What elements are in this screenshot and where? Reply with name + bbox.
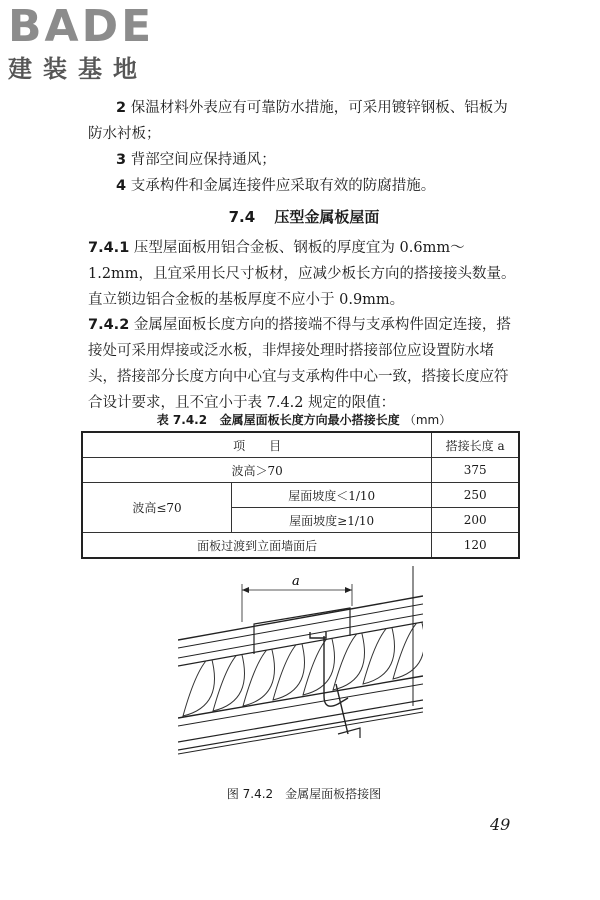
row-value: 375 — [432, 458, 519, 483]
clause-text: 金属屋面板长度方向的搭接端不得与支承构件固定连接，搭接处可采用焊接或泛水板，非焊接处理时搭接部位应设置防水堵头，搭接部分长度方向中心宜与支承构件中心一致，搭接长度应符合设计要求，且不宜小于表 7.4.2 规定的限值： — [88, 317, 511, 411]
list-item — [88, 173, 520, 199]
item-text: 支承构件和金属连接件应采取有效的防腐措施。 — [130, 178, 436, 194]
row-label: 面板过渡到立面墙面后 — [82, 533, 432, 559]
header-item: 项 目 — [82, 432, 432, 458]
clause-7-4-2 — [88, 312, 520, 416]
list-item — [88, 95, 520, 147]
list-item — [88, 147, 520, 173]
row-label: 波高＞70 — [82, 458, 432, 483]
dimension-arrow — [345, 587, 352, 593]
roof-panel-overlap-figure — [178, 566, 423, 776]
upper-panel-line — [178, 614, 423, 658]
row-value: 200 — [432, 508, 519, 533]
overlap-length-table — [81, 431, 520, 559]
figure-caption: 图 7.4.2 金属屋面板搭接图 — [226, 787, 382, 801]
dimension-label: a — [292, 574, 300, 589]
insulation-layer — [183, 619, 423, 716]
table-row — [82, 458, 519, 483]
lower-panel-line — [178, 712, 423, 754]
dimension-arrow — [242, 587, 249, 593]
table-row — [82, 483, 519, 508]
section-title: 压型金属板屋面 — [274, 208, 380, 226]
upper-panel-line — [178, 604, 423, 648]
table-row — [82, 533, 519, 559]
row-sub-label: 屋面坡度＜1/10 — [232, 483, 432, 508]
clause-text: 压型屋面板用铝合金板、钢板的厚度宜为 0.6mm～1.2mm，且宜采用长尺寸板材，应减少板长方向的搭接接头数量。直立锁边铝合金板的基板厚度不应小于 0.9mm。 — [88, 240, 516, 308]
support-bracket — [338, 728, 360, 738]
table-caption — [88, 411, 520, 428]
row-group-label: 波高≤70 — [82, 483, 232, 533]
clause-7-4-1 — [88, 235, 520, 313]
upper-panel-line — [178, 596, 423, 640]
item-number: 3 — [116, 152, 127, 168]
table-caption-number: 表 7.4.2 — [156, 413, 208, 427]
lower-panel-line — [178, 708, 423, 750]
clause-number: 7.4.1 — [88, 240, 130, 256]
item-number: 2 — [116, 100, 127, 116]
upper-panel-line — [178, 622, 423, 666]
header-overlap-length: 搭接长度 a — [432, 432, 519, 458]
item-text: 背部空间应保持通风； — [130, 152, 276, 168]
row-value: 250 — [432, 483, 519, 508]
logo-subtitle: 建装基地 — [8, 55, 148, 83]
section-heading — [88, 206, 520, 227]
section-number: 7.4 — [228, 208, 256, 226]
item-number: 4 — [116, 178, 127, 194]
table-caption-unit: （mm） — [403, 413, 452, 427]
clause-number: 7.4.2 — [88, 317, 130, 333]
row-value: 120 — [432, 533, 519, 559]
table-header-row — [82, 432, 519, 458]
logo-wordmark: BADE — [8, 1, 155, 52]
bade-logo — [8, 1, 155, 84]
table-caption-title: 金属屋面板长度方向最小搭接长度 — [219, 413, 400, 427]
insulation-pattern — [183, 619, 423, 716]
lap-edge — [254, 608, 350, 654]
item-text: 保温材料外表应有可靠防水措施，可采用镀锌钢板、铝板为防水衬板； — [88, 100, 508, 142]
page-number: 49 — [490, 815, 511, 834]
row-sub-label: 屋面坡度≥1/10 — [232, 508, 432, 533]
